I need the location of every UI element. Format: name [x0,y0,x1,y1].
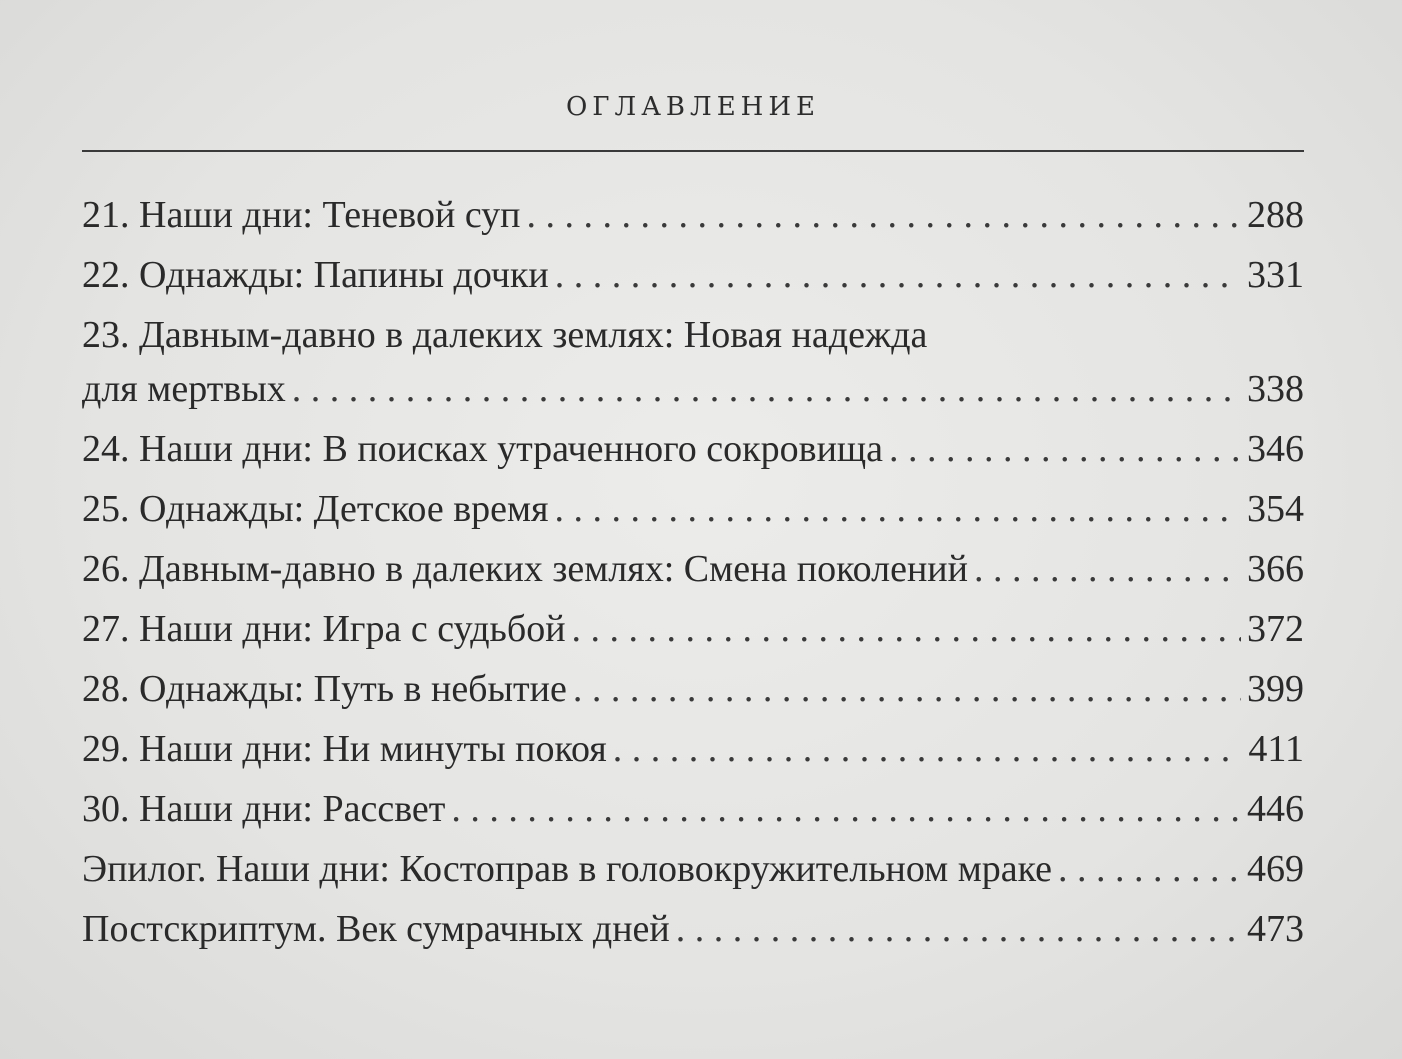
toc-entry [82,602,1304,656]
entry-title: 24. Наши дни: В поисках утраченного сокровища [82,428,884,470]
entry-line2 [82,362,1304,416]
toc-entry [82,248,1304,302]
page-number: 331 [1247,254,1304,296]
toc-entry [82,308,1304,416]
table-of-contents [82,188,1304,962]
dot-leader [555,248,1241,302]
toc-entry [82,782,1304,836]
dot-leader [573,662,1241,716]
toc-entry [82,422,1304,476]
page-number: 338 [1247,368,1304,410]
entry-title: 22. Однажды: Папины дочки [82,254,549,296]
header-rule [82,150,1304,152]
entry-title: Постскриптум. Век сумрачных дней [82,908,670,950]
page-number: 411 [1248,728,1304,770]
page-number: 288 [1247,194,1304,236]
entry-title: 25. Однажды: Детское время [82,488,549,530]
dot-leader [1058,842,1241,896]
dot-leader [974,542,1241,596]
entry-title: Эпилог. Наши дни: Костоправ в головокружительном мраке [82,848,1053,890]
page-number: 399 [1247,668,1304,710]
page-number: 473 [1247,908,1304,950]
toc-entry [82,188,1304,242]
toc-entry [82,722,1304,776]
dot-leader [292,362,1241,416]
dot-leader [555,482,1241,536]
book-page [82,0,1304,1059]
page-number: 354 [1247,488,1304,530]
dot-leader [889,422,1241,476]
toc-entry [82,662,1304,716]
entry-title-line1: 23. Давным-давно в далеких землях: Новая надежда [82,314,928,356]
dot-leader [451,782,1241,836]
dot-leader [676,902,1241,956]
running-head: ОГЛАВЛЕНИЕ [565,92,821,122]
page-number: 469 [1247,848,1304,890]
toc-entry [82,542,1304,596]
dot-leader [613,722,1243,776]
dot-leader [527,188,1241,242]
entry-title-line2: для мертвых [82,368,286,410]
entry-title: 29. Наши дни: Ни минуты покоя [82,728,607,770]
page-number: 446 [1247,788,1304,830]
entry-title: 28. Однажды: Путь в небытие [82,668,567,710]
toc-entry [82,482,1304,536]
page-number: 346 [1247,428,1304,470]
page-number: 366 [1247,548,1304,590]
entry-title: 26. Давным-давно в далеких землях: Смена поколений [82,548,968,590]
toc-entry [82,902,1304,956]
page-number: 372 [1247,608,1304,650]
entry-title: 21. Наши дни: Теневой суп [82,194,521,236]
entry-title: 30. Наши дни: Рассвет [82,788,446,830]
toc-entry [82,842,1304,896]
entry-title: 27. Наши дни: Игра с судьбой [82,608,566,650]
dot-leader [572,602,1241,656]
